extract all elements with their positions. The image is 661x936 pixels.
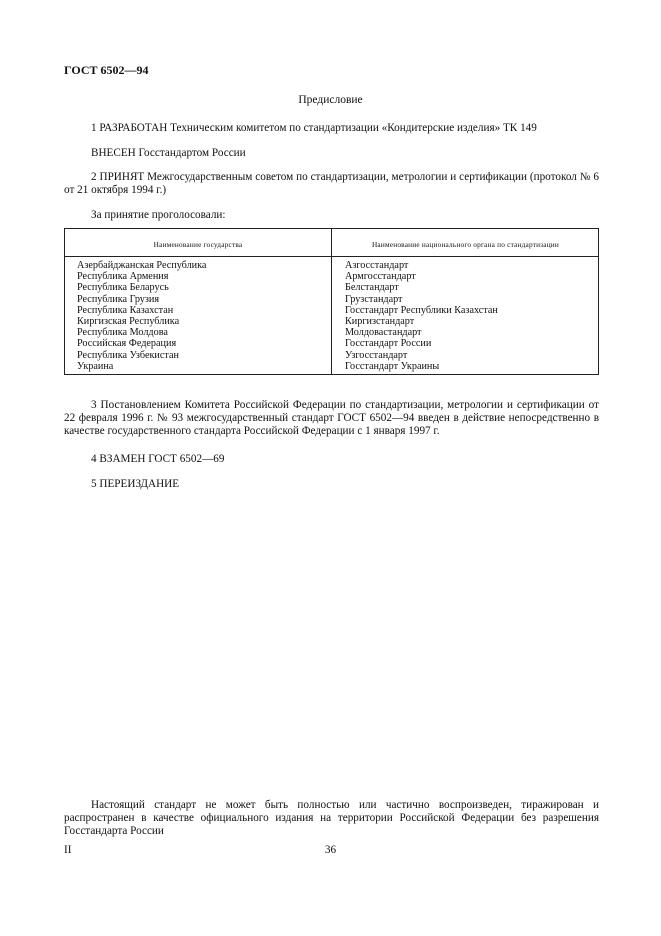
state-row: Республика Беларусь xyxy=(77,282,169,294)
body-row: Азгосстандарт xyxy=(345,260,409,271)
body-column-header: Наименование национального органа по стандартизации xyxy=(371,240,560,249)
body-row: Армгосстандарт xyxy=(345,271,416,283)
body-row: Госстандарт Украины xyxy=(345,360,440,372)
body-row: Молдовастандарт xyxy=(345,327,422,339)
state-column-header: Наименование государства xyxy=(153,240,243,249)
reissue-paragraph: 5 ПЕРЕИЗДАНИЕ xyxy=(91,478,180,490)
state-row: Киргизская Республика xyxy=(77,316,180,328)
body-row: Киргизстандарт xyxy=(345,316,415,328)
bodies-column xyxy=(345,260,498,372)
header-divider xyxy=(65,256,598,257)
roman-page-mark: II xyxy=(64,844,72,856)
voting-table xyxy=(64,228,599,375)
copyright-notice: Настоящий стандарт не может быть полностью или частично воспроизведен, тиражирован и распространен в качестве официального издания на территории Российской Федерации без разрешения Госстандарта России xyxy=(64,799,599,837)
body-row: Госстандарт России xyxy=(345,338,432,350)
state-row: Азербайджанская Республика xyxy=(77,260,207,271)
voted-paragraph: За принятие проголосовали: xyxy=(91,209,226,221)
state-row: Украина xyxy=(77,360,114,372)
replaces-paragraph: 4 ВЗАМЕН ГОСТ 6502—69 xyxy=(91,453,225,465)
adopted-paragraph: 2 ПРИНЯТ Межгосударственным советом по стандартизации, метрологии и сертификации (протокол № 6 от 21 октября 1994 г.) xyxy=(64,171,599,196)
body-row: Узгосстандарт xyxy=(345,349,408,361)
state-row: Республика Армения xyxy=(77,271,169,283)
body-row: Грузстандарт xyxy=(345,293,403,305)
state-row: Российская Федерация xyxy=(77,338,177,350)
preface-title: Предисловие xyxy=(298,94,363,106)
introduced-paragraph: ВНЕСЕН Госстандартом России xyxy=(91,147,246,159)
decree-paragraph: 3 Постановлением Комитета Российской Федерации по стандартизации, метрологии и сертификации от 22 февраля 1996 г. № 93 межгосударственный стандарт ГОСТ 6502—94 введен в действие непосредственно в качестве государственного стандарта Российской Федерации с 1 января 1997 г. xyxy=(64,399,599,437)
states-column xyxy=(77,260,206,372)
body-row: Белстандарт xyxy=(345,282,399,294)
developed-paragraph: 1 РАЗРАБОТАН Техническим комитетом по стандартизации «Кондитерские изделия» ТК 149 xyxy=(91,122,537,134)
state-row: Республика Грузия xyxy=(77,293,160,305)
standard-code: ГОСТ 6502—94 xyxy=(64,63,149,77)
state-row: Республика Молдова xyxy=(77,327,168,339)
state-row: Республика Узбекистан xyxy=(77,349,179,361)
body-row: Госстандарт Республики Казахстан xyxy=(345,304,498,316)
state-row: Республика Казахстан xyxy=(77,304,174,316)
page-number: 36 xyxy=(324,844,337,856)
